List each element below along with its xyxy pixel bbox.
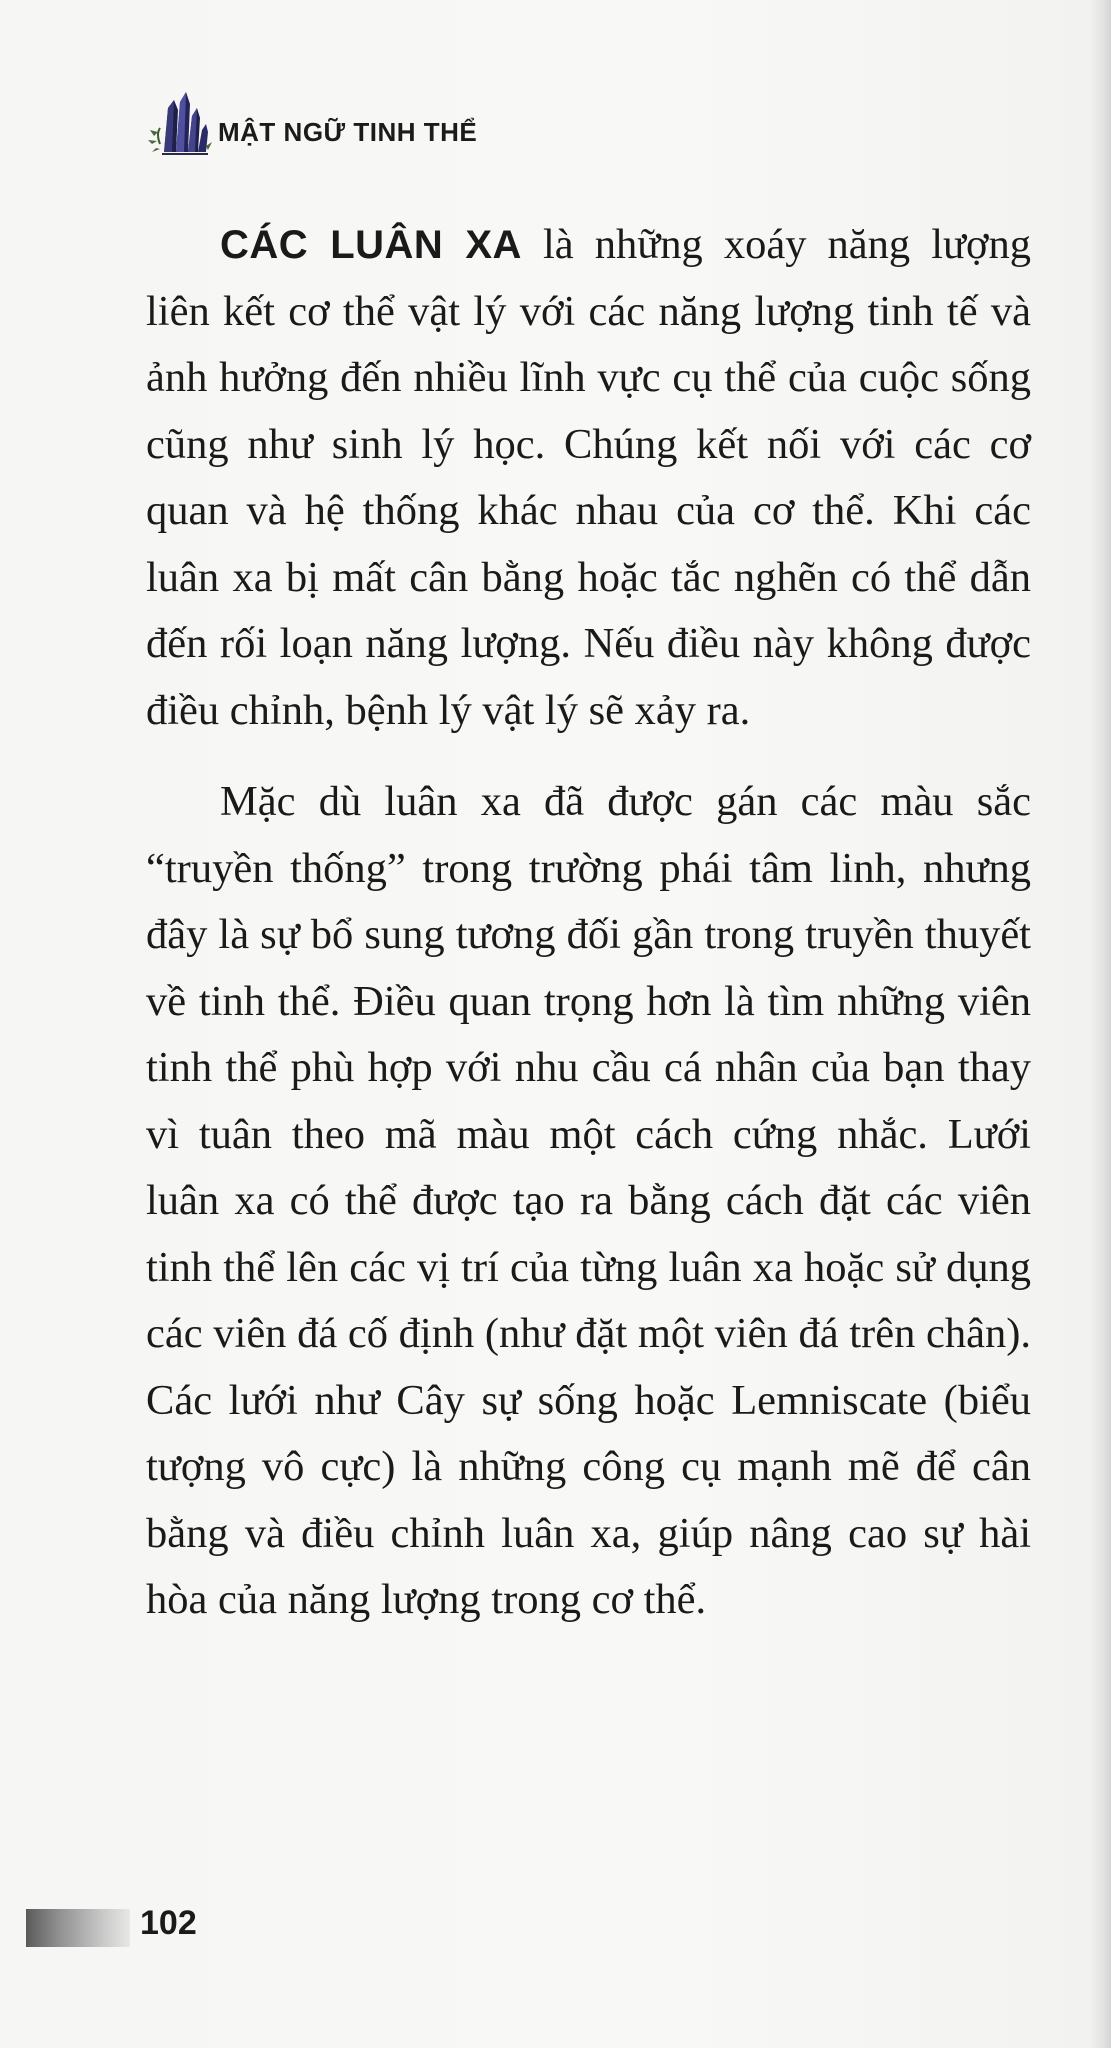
- page-number-tab: [26, 1909, 130, 1947]
- running-header: [148, 86, 477, 166]
- paragraph-2: [146, 769, 1031, 1634]
- paragraph-text: Mặc dù luân xa đã được gán các màu sắc “truyền thống” trong trường phái tâm linh, nhưng đây là sự bổ sung tương đối gần trong truyền thuyết về tinh thể. Điều quan trọng hơn là tìm những viên tinh thể phù hợp với nhu cầu cá nhân của bạn thay vì tuân theo mã màu một cách cứng nhắc. Lưới luân xa có thể được tạo ra bằng cách đặt các viên tinh thể lên các vị trí của từng luân xa hoặc sử dụng các viên đá cố định (như đặt một viên đá trên chân). Các lưới như Cây sự sống hoặc Lemniscate (biểu tượng vô cực) là những công cụ mạnh mẽ để cân bằng và điều chỉnh luân xa, giúp nâng cao sự hài hòa của năng lượng trong cơ thể.: [146, 778, 1031, 1623]
- page-footer: [0, 1902, 220, 1952]
- paragraph-text: là những xoáy năng lượng liên kết cơ thể vật lý với các năng lượng tinh tế và ảnh hưởng đến nhiều lĩnh vực cụ thể của cuộc sống cũng như sinh lý học. Chúng kết nối với các cơ quan và hệ thống khác nhau của cơ thể. Khi các luân xa bị mất cân bằng hoặc tắc nghẽn có thể dẫn đến rối loạn năng lượng. Nếu điều này không được điều chỉnh, bệnh lý vật lý sẽ xảy ra.: [146, 221, 1032, 734]
- paragraph-lead-term: CÁC LUÂN XA: [220, 223, 522, 267]
- crystal-cluster-icon: [148, 86, 212, 166]
- page-edge-shadow: [1089, 0, 1111, 2048]
- running-title: MẬT NGỮ TINH THỂ: [218, 116, 478, 147]
- body-text: [146, 212, 1031, 1634]
- page-number: 102: [140, 1904, 197, 1942]
- paragraph-1: [146, 212, 1031, 744]
